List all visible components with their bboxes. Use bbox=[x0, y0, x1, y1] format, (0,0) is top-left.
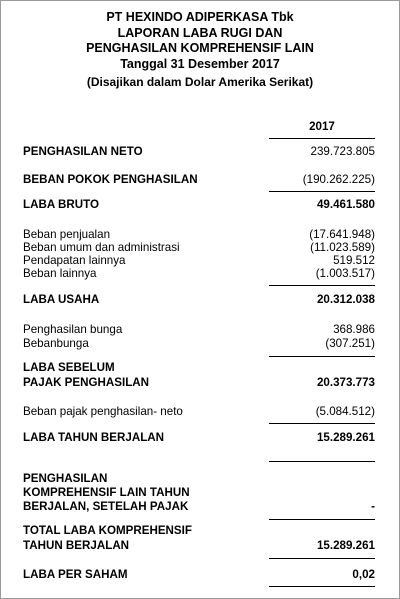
row-label: LABA PER SAHAM bbox=[23, 568, 128, 581]
row-value: - bbox=[371, 500, 375, 513]
row-value: 49.461.580 bbox=[316, 198, 375, 211]
row-label: Bebanbunga bbox=[23, 337, 89, 350]
row-value: 0,02 bbox=[352, 568, 375, 581]
total-line bbox=[269, 558, 375, 559]
statement-date: Tanggal 31 Desember 2017 bbox=[120, 56, 280, 71]
row-label: Beban pajak penghasilan- neto bbox=[23, 405, 183, 418]
row-value: (1.003.517) bbox=[315, 267, 375, 280]
row-label: LABA TAHUN BERJALAN bbox=[23, 431, 165, 444]
row-label: TOTAL LABA KOMPREHENSIF bbox=[23, 524, 192, 537]
row-label: KOMPREHENSIF LAIN TAHUN bbox=[23, 486, 190, 499]
row-value: 368.986 bbox=[333, 323, 375, 336]
row-value: 20.312.038 bbox=[316, 293, 375, 306]
currency-note: (Disajikan dalam Dolar Amerika Serikat) bbox=[86, 75, 314, 89]
row-value: 519.512 bbox=[333, 254, 375, 267]
subtotal-line bbox=[269, 461, 375, 462]
row-value: (190.262.225) bbox=[302, 173, 375, 186]
statement-title-line1: LAPORAN LABA RUGI DAN bbox=[117, 25, 283, 40]
row-value: (5.084.512) bbox=[315, 405, 375, 418]
row-value: (307.251) bbox=[325, 337, 375, 350]
row-value: 15.289.261 bbox=[316, 431, 375, 444]
row-value: 15.289.261 bbox=[316, 539, 375, 552]
total-line bbox=[269, 586, 375, 587]
row-label: PENGHASILAN bbox=[23, 472, 108, 485]
row-label: LABA USAHA bbox=[23, 293, 100, 306]
subtotal-line bbox=[269, 423, 375, 424]
year-column-header: 2017 bbox=[309, 120, 335, 133]
subtotal-line bbox=[269, 191, 375, 192]
row-value: 20.373.773 bbox=[316, 376, 375, 389]
row-label: Pendapatan lainnya bbox=[23, 254, 126, 267]
subtotal-line bbox=[269, 285, 375, 286]
row-value: (11.023.589) bbox=[310, 241, 375, 254]
row-label: BEBAN POKOK PENGHASILAN bbox=[23, 173, 198, 186]
row-label: BERJALAN, SETELAH PAJAK bbox=[23, 500, 189, 513]
row-label: Beban lainnya bbox=[23, 267, 97, 280]
row-label: PAJAK PENGHASILAN bbox=[23, 376, 150, 389]
row-value: 239.723.805 bbox=[310, 145, 375, 158]
row-value: (17.641.948) bbox=[309, 228, 375, 241]
row-label: LABA SEBELUM bbox=[23, 361, 115, 374]
row-label: Penghasilan bunga bbox=[23, 323, 123, 336]
subtotal-line bbox=[269, 356, 375, 357]
year-underline bbox=[269, 138, 375, 139]
row-label: Beban umum dan administrasi bbox=[23, 241, 180, 254]
statement-header bbox=[1, 10, 399, 91]
subtotal-line bbox=[269, 519, 375, 520]
statement-title-line2: PENGHASILAN KOMPREHENSIF LAIN bbox=[86, 41, 314, 55]
row-label: LABA BRUTO bbox=[23, 198, 99, 211]
company-name: PT HEXINDO ADIPERKASA Tbk bbox=[106, 10, 294, 24]
row-label: TAHUN BERJALAN bbox=[23, 539, 130, 552]
row-label: Beban penjualan bbox=[23, 228, 111, 241]
row-label: PENGHASILAN NETO bbox=[23, 145, 143, 158]
